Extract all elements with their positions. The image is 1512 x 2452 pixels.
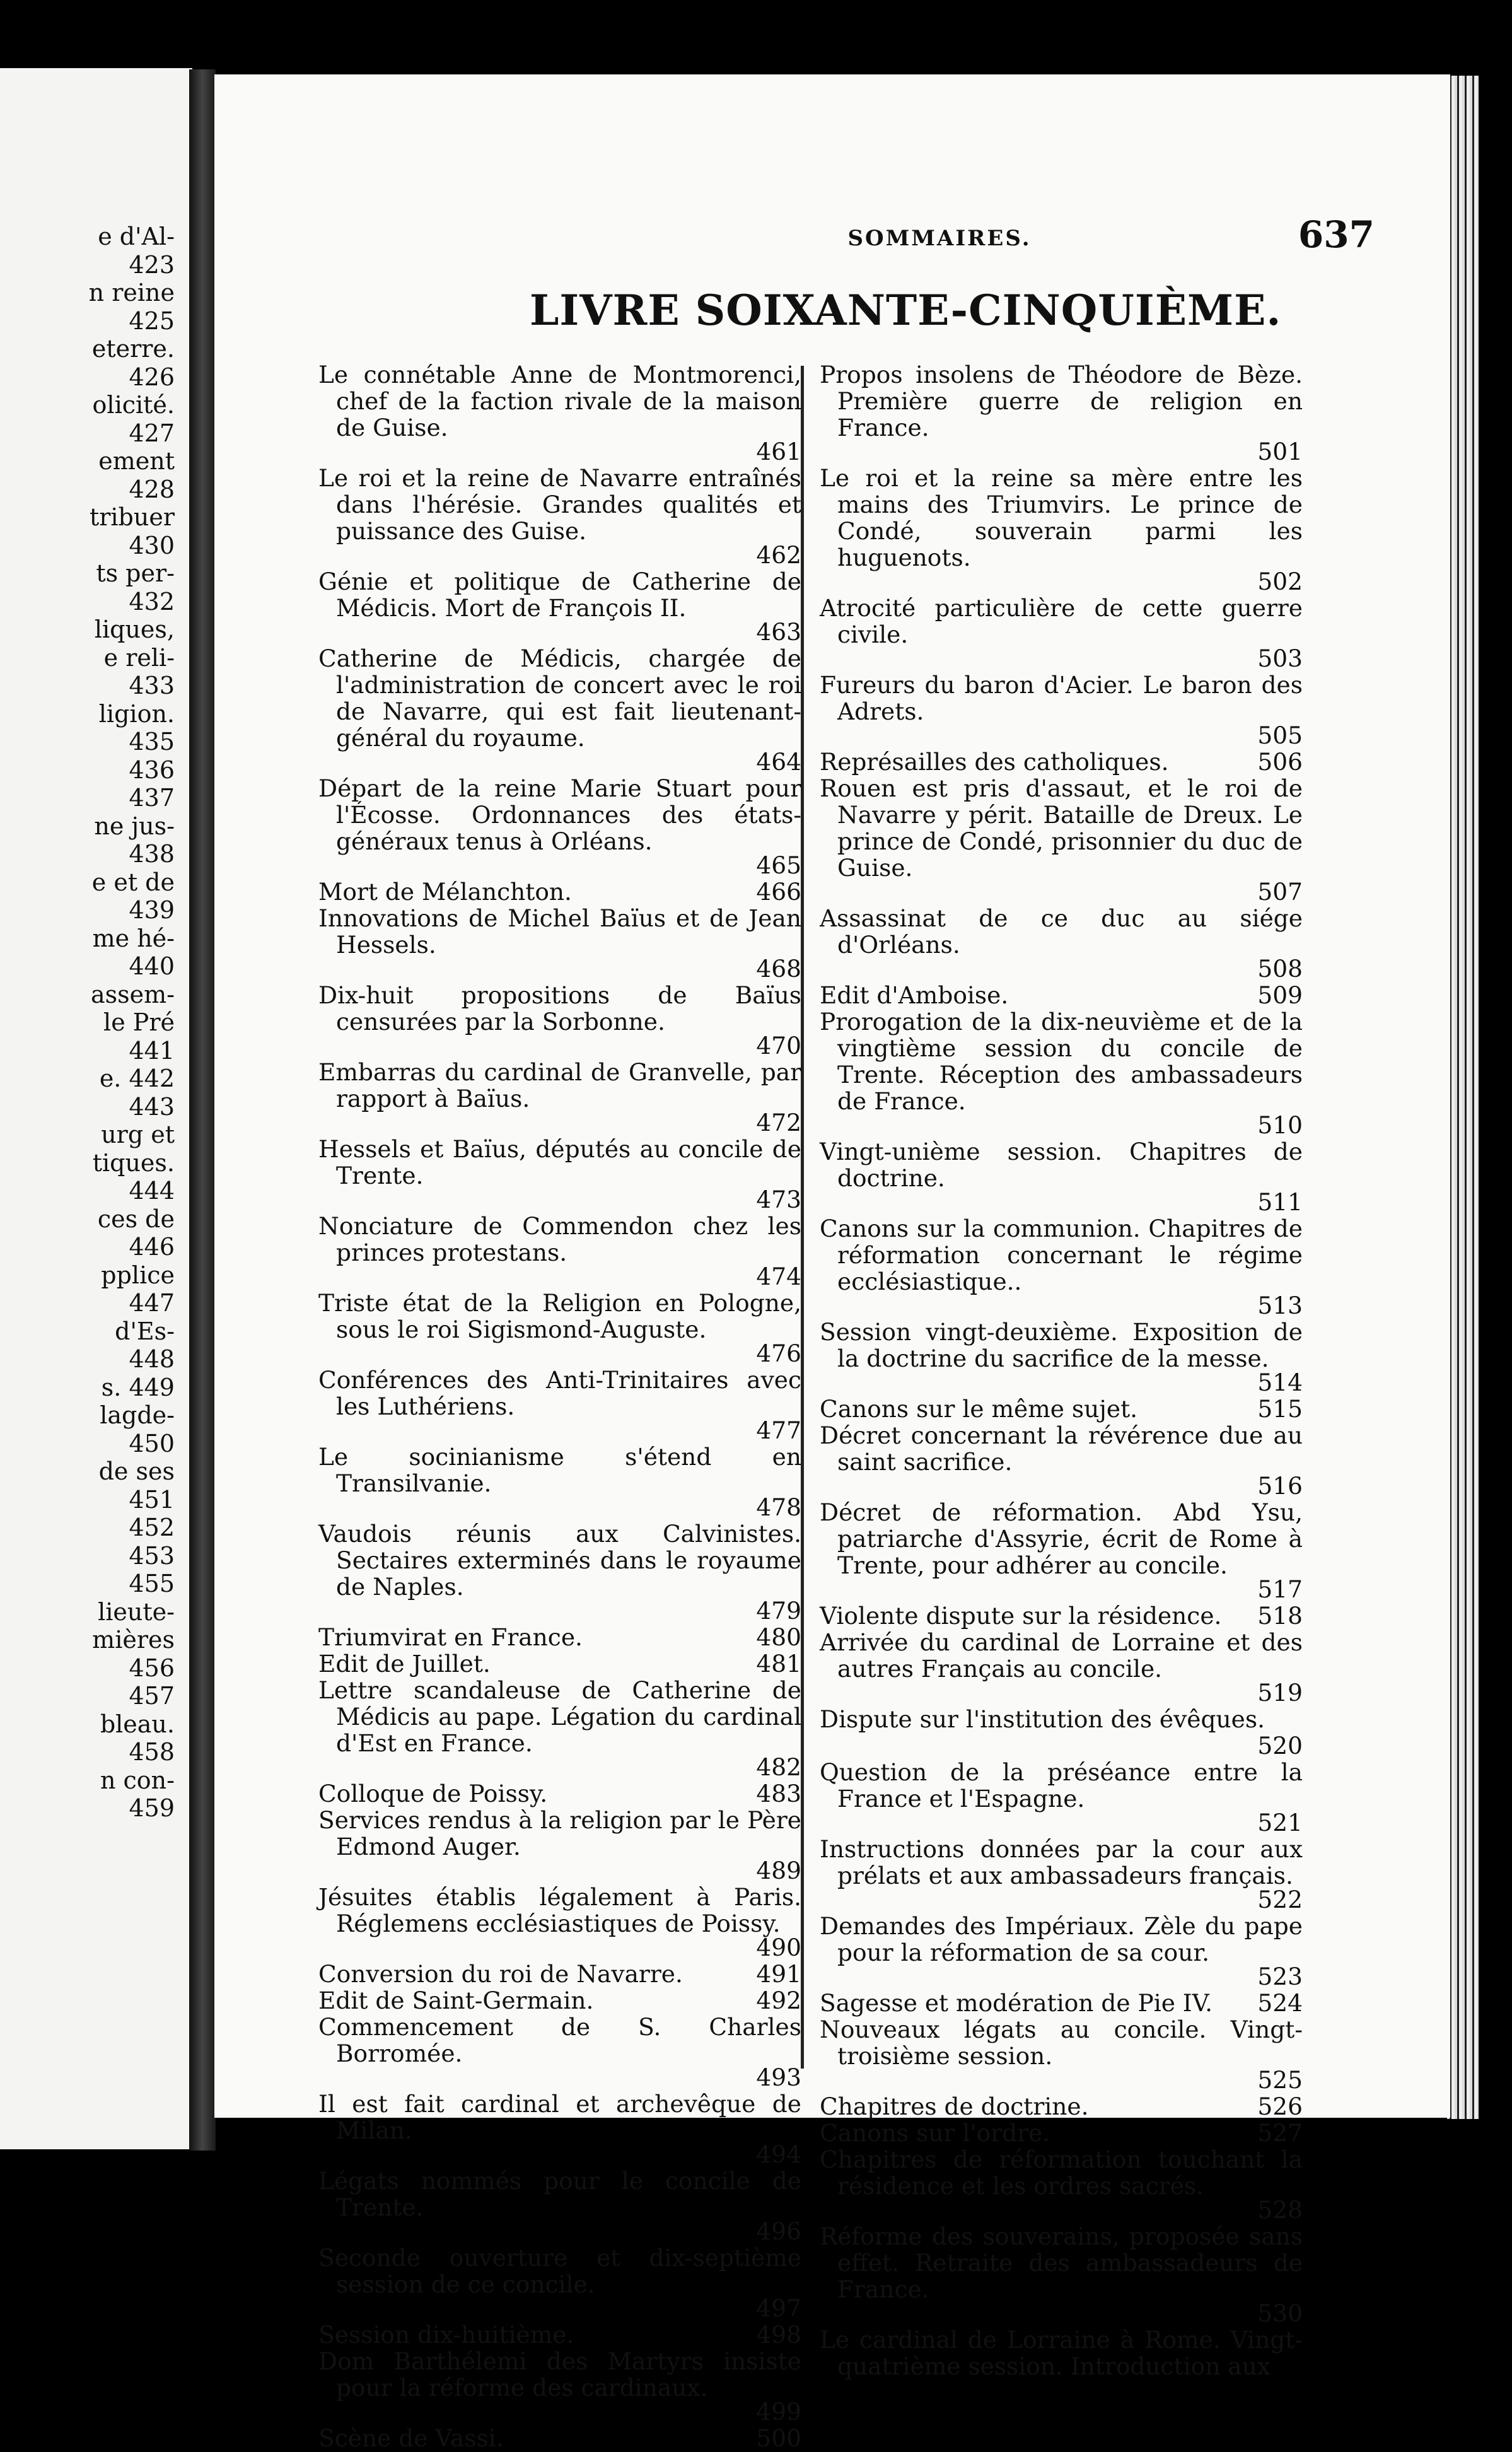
book-title: LIVRE SOIXANTE-CINQUIÈME. [530,286,1282,335]
facing-page-line: ligion. [98,699,175,728]
facing-page-line: assem- [90,980,175,1008]
summary-entry-page: 523 [1257,1963,1303,1990]
summary-entry-page: 508 [1257,955,1303,983]
summary-entry-text: Embarras du cardinal de Granvelle, par rapport à Baïus. [318,1058,801,1112]
summary-entry-page: 482 [756,1753,801,1781]
summary-entry-page: 499 [756,2398,801,2426]
summary-entry-text: Réforme des souverains, proposée sans effet. Retraite des ambassadeurs de France. [820,2222,1303,2303]
summary-entry-page: 515 [1257,1395,1303,1423]
summary-entry-page: 481 [756,1650,801,1678]
facing-page-line: tribuer [89,503,175,531]
facing-page-line: 439 [129,896,175,924]
facing-page-fragment [0,68,192,2149]
summary-entry [820,1215,1305,1319]
summary-entry-page: 479 [756,1597,801,1625]
summary-entry-text: Assassinat de ce duc au siége d'Orléans. [820,904,1303,959]
facing-page-line: 427 [129,419,175,447]
summary-entry [318,1961,804,1987]
summary-entry-page: 524 [1257,1989,1303,2017]
summary-entry-text: Edit de Juillet. [318,1650,491,1678]
summary-entry-text: Hessels et Baïus, députés au concile de Trente. [318,1135,801,1189]
summary-entry-text: Vingt-unième session. Chapitres de doctrine. [820,1138,1303,1192]
summary-entry [318,1521,804,1624]
summary-entry [820,2093,1305,2120]
summary-entry [318,1624,804,1650]
summary-entry-text: Le cardinal de Lorraine à Rome. Vingt-quatrième session. Introduction aux [820,2326,1303,2380]
summary-entry [820,1396,1305,1422]
summary-entry [820,2223,1305,2326]
summary-entry-page: 463 [756,618,801,646]
facing-page-line: ces de [97,1205,175,1233]
facing-page-line: s. 449 [101,1373,175,1401]
summary-entry-page: 526 [1257,2093,1303,2120]
summary-entry-page: 472 [756,1109,801,1136]
summary-entry-page: 511 [1257,1188,1303,1216]
summary-entry-page: 507 [1257,878,1303,906]
summary-entry-text: Propos insolens de Théodore de Bèze. Première guerre de religion en France. [820,361,1303,441]
summary-entry [318,1444,804,1521]
summary-entry [318,2348,804,2425]
summary-entry-text: Le connétable Anne de Montmorenci, chef de la faction rivale de la maison de Guise. [318,361,801,441]
summary-entry-page: 514 [1257,1369,1303,1396]
summary-entry-text: Conversion du roi de Navarre. [318,1960,683,1988]
summary-entry-page: 497 [756,2294,801,2322]
facing-page-line: 451 [129,1485,175,1514]
summary-entry-page: 493 [756,2064,801,2091]
facing-page-line: 459 [129,1794,175,1822]
summary-entry-page: 489 [756,1857,801,1884]
facing-page-line: 455 [129,1570,175,1597]
summary-entry-text: Le socinianisme s'étend en Transilvanie. [318,1443,801,1497]
summary-entry [318,879,804,905]
summary-entry-page: 513 [1257,1292,1303,1319]
summary-entry-text: Instructions données par la cour aux prélats et aux ambassadeurs français. [820,1835,1303,1889]
summary-entry [820,1422,1305,1499]
summary-entry-page: 502 [1257,568,1303,595]
facing-page-line: 453 [129,1541,175,1570]
summary-entry [318,1987,804,2014]
summary-entry-text: Commencement de S. Charles Borromée. [318,2013,801,2067]
summary-entry-text: Mort de Mélanchton. [318,878,572,906]
facing-page-line: 441 [129,1036,175,1065]
summary-entry-text: Fureurs du baron d'Acier. Le baron des Adrets. [820,671,1303,725]
summary-entry [820,2146,1305,2223]
summary-entry [318,1367,804,1444]
summary-entry-text: Décret concernant la révérence due au saint sacrifice. [820,1422,1303,1476]
summary-entry-page: 498 [756,2321,801,2349]
facing-page-line: e et de [91,868,175,896]
summary-entry-page: 505 [1257,721,1303,749]
summary-entry [318,775,804,879]
facing-page-line: n con- [100,1766,175,1794]
summary-entry-text: Canons sur l'ordre. [820,2119,1050,2147]
facing-page-line: 436 [129,756,175,784]
facing-page-line: ement [98,447,175,475]
summary-entry-text: Départ de la reine Marie Stuart pour l'Écosse. Ordonnances des états-généraux tenus à Orléans. [318,774,801,855]
facing-page-line: 448 [129,1345,175,1373]
summary-entry [318,2321,804,2348]
summary-entry-page: 462 [756,541,801,569]
summary-entry-text: Colloque de Poissy. [318,1780,548,1807]
summary-entry-page: 492 [756,1987,801,2014]
summary-entry [318,1884,804,1961]
summary-entry-page: 521 [1257,1809,1303,1836]
summary-entry-text: Conférences des Anti-Trinitaires avec les Luthériens. [318,1366,801,1420]
summary-entry-page: 506 [1257,748,1303,776]
summary-entry [820,2120,1305,2146]
facing-page-line: eterre. [91,335,175,363]
summary-entry-page: 464 [756,748,801,776]
summary-entry-page: 503 [1257,645,1303,672]
summary-entry-page: 476 [756,1340,801,1367]
summary-entry-page: 522 [1257,1886,1303,1913]
summary-entry-text: Canons sur la communion. Chapitres de réformation concernant le régime ecclésiastique.. [820,1215,1303,1295]
summary-entry [820,1836,1305,1913]
facing-page-line: 447 [129,1289,175,1317]
summary-entry-text: Il est fait cardinal et archevêque de Milan. [318,2090,801,2144]
summary-entry [820,595,1305,672]
facing-page-line: 430 [129,531,175,559]
summary-entry-text: Génie et politique de Catherine de Médicis. Mort de François II. [318,568,801,622]
summary-entry [820,749,1305,775]
facing-page-text [4,223,175,1823]
summary-entry-text: Rouen est pris d'assaut, et le roi de Navarre y périt. Bataille de Dreux. Le prince de Condé, prisonnier du duc de Guise. [820,774,1303,882]
summary-entry-text: Session vingt-deuxième. Exposition de la doctrine du sacrifice de la messe. [820,1318,1303,1372]
summary-entry-page: 473 [756,1186,801,1213]
summary-entry-text: Représailles des catholiques. [820,748,1169,776]
facing-page-line: 446 [129,1233,175,1261]
summary-entry [820,905,1305,982]
facing-page-line: de ses [98,1457,175,1485]
summary-entry [820,1706,1305,1759]
summary-entry [820,1008,1305,1138]
facing-page-line: lagde- [100,1401,175,1429]
summary-entry-page: 510 [1257,1111,1303,1139]
summary-entry-text: Le roi et la reine sa mère entre les mains des Triumvirs. Le prince de Condé, souverain parmi les huguenots. [820,464,1303,571]
summary-entry-text: Le roi et la reine de Navarre entraînés dans l'hérésie. Grandes qualités et puissance des Guise. [318,464,801,545]
summary-entry [820,465,1305,595]
facing-page-line: 426 [129,363,175,391]
facing-page-line: pplice [101,1261,175,1289]
facing-page-line: 425 [129,306,175,335]
summary-entry-page: 528 [1257,2196,1303,2224]
summary-entry [820,775,1305,905]
facing-page-line: 437 [129,784,175,812]
facing-page-line: 452 [129,1514,175,1541]
summary-entry-text: Edit d'Amboise. [820,981,1009,1009]
facing-page-line: 450 [129,1429,175,1457]
facing-page-line: 443 [129,1092,175,1121]
summary-entry-page: 490 [756,1934,801,1961]
summary-entry-page: 461 [756,438,801,465]
summary-entry-page: 466 [756,878,801,906]
summary-entry-text: Sagesse et modération de Pie IV. [820,1989,1213,2017]
summary-entry [820,1603,1305,1629]
summary-entry-text: Nonciature de Commendon chez les princes protestans. [318,1212,801,1266]
summary-entry-text: Dix-huit propositions de Baïus censurées par la Sorbonne. [318,981,801,1036]
summary-entry-text: Canons sur le même sujet. [820,1395,1138,1423]
facing-page-line: tiques. [92,1148,175,1177]
facing-page-line: e reli- [103,643,175,672]
summary-entry [820,2016,1305,2093]
summary-entry [820,1759,1305,1836]
summary-entry [318,568,804,645]
summary-entry-text: Demandes des Impériaux. Zèle du pape pour la réformation de sa cour. [820,1912,1303,1966]
summary-entry-page: 468 [756,955,801,983]
summary-column-left [318,361,804,2451]
facing-page-line: 428 [129,475,175,503]
summary-entry [820,1990,1305,2016]
summary-entry [318,2014,804,2091]
summary-entry-text: Chapitres de réformation touchant la résidence et les ordres sacrés. [820,2146,1303,2200]
summary-column-right [820,361,1305,2379]
facing-page-line: 444 [129,1177,175,1205]
summary-entry-page: 478 [756,1493,801,1521]
summary-entry [820,1499,1305,1603]
summary-entry [820,982,1305,1008]
summary-entry-page: 516 [1257,1472,1303,1500]
facing-page-line: le Pré [103,1008,175,1036]
summary-entry-page: 477 [756,1416,801,1444]
facing-page-line: bleau. [100,1710,175,1738]
summary-entry-text: Atrocité particulière de cette guerre civile. [820,594,1303,648]
facing-page-line: liques, [94,616,175,643]
summary-entry [318,361,804,465]
summary-entry-text: Catherine de Médicis, chargée de l'administration de concert avec le roi de Navarre, qui est fait lieutenant-général du royaume. [318,645,801,752]
summary-entry [318,1780,804,1807]
facing-page-line: d'Es- [115,1317,175,1345]
summary-entry-text: Question de la préséance entre la France et l'Espagne. [820,1758,1303,1813]
summary-entry-text: Session dix-huitième. [318,2321,574,2349]
summary-entry-text: Arrivée du cardinal de Lorraine et des autres Français au concile. [820,1628,1303,1683]
summary-entry-page: 480 [756,1623,801,1651]
summary-entry-text: Dispute sur l'institution des évêques. [820,1705,1265,1733]
summary-entry-text: Edit de Saint-Germain. [318,1987,594,2014]
summary-entry-text: Triumvirat en France. [318,1623,583,1651]
page-edge [1447,76,1479,2119]
summary-entry-page: 483 [756,1780,801,1807]
summary-entry-page: 520 [1257,1732,1303,1760]
facing-page-line: 433 [129,672,175,699]
page [214,74,1450,2452]
summary-entry [820,2326,1305,2379]
facing-page-line: mières [92,1626,175,1654]
summary-entry-text: Innovations de Michel Baïus et de Jean Hessels. [318,904,801,959]
summary-entry-text: Services rendus à la religion par le Père Edmond Auger. [318,1806,801,1860]
summary-entry [318,2168,804,2245]
summary-entry-page: 474 [756,1263,801,1290]
facing-page-line: 432 [129,587,175,616]
summary-entry-text: Jésuites établis légalement à Paris. Réglemens ecclésiastiques de Poissy. [318,1883,801,1937]
summary-entry [318,1290,804,1367]
summary-entry-page: 465 [756,851,801,879]
facing-page-line: n reine [88,279,175,306]
summary-entry-text: Scène de Vassi. [318,2424,504,2452]
facing-page-line: 456 [129,1654,175,1682]
facing-page-line: 457 [129,1682,175,1710]
summary-entry [820,1629,1305,1706]
summary-entry [820,1913,1305,1990]
facing-page-line: olicité. [92,391,175,419]
summary-entry [318,982,804,1059]
facing-page-line: 435 [129,728,175,756]
facing-page-line: lieute- [98,1597,175,1626]
summary-entry [820,1138,1305,1215]
facing-page-line: me hé- [92,924,175,952]
summary-entry-page: 500 [756,2424,801,2452]
facing-page-line: e. 442 [99,1065,175,1092]
summary-entry-text: Violente dispute sur la résidence. [820,1602,1222,1630]
facing-page-line: ts per- [96,559,175,587]
facing-page-line: 423 [129,250,175,279]
summary-entry [318,1807,804,1884]
facing-page-line: 440 [129,952,175,980]
facing-page-line: urg et [101,1121,175,1148]
summary-entry-text: Dom Barthélemi des Martyrs insiste pour la réforme des cardinaux. [318,2347,801,2402]
summary-entry-page: 530 [1257,2299,1303,2327]
summary-entry [318,1059,804,1136]
summary-entry-text: Nouveaux légats au concile. Vingt-troisième session. [820,2016,1303,2070]
summary-entry-page: 509 [1257,981,1303,1009]
summary-entry [318,2425,804,2451]
summary-entry-text: Chapitres de doctrine. [820,2093,1089,2120]
summary-entry-text: Lettre scandaleuse de Catherine de Médicis au pape. Légation du cardinal d'Est en France. [318,1676,801,1757]
summary-entry [820,361,1305,465]
summary-entry-text: Décret de réformation. Abd Ysu, patriarche d'Assyrie, écrit de Rome à Trente, pour adhérer au concile. [820,1498,1303,1579]
summary-entry [318,1213,804,1290]
summary-entry [318,645,804,775]
summary-entry-page: 517 [1257,1575,1303,1603]
summary-entry [318,1650,804,1677]
summary-entry-page: 527 [1257,2119,1303,2147]
facing-page-line: e d'Al- [98,223,175,250]
summary-entry-page: 491 [756,1960,801,1988]
summary-entry [318,1136,804,1213]
summary-entry-page: 525 [1257,2066,1303,2094]
summary-entry-text: Vaudois réunis aux Calvinistes. Sectaires exterminés dans le royaume de Naples. [318,1520,801,1601]
facing-page-line: ne jus- [94,812,175,840]
summary-entry-text: Triste état de la Religion en Pologne, sous le roi Sigismond-Auguste. [318,1289,801,1343]
summary-entry [318,905,804,982]
summary-entry [318,465,804,568]
running-head: SOMMAIRES. [847,226,1032,251]
book-gutter [189,69,216,2151]
summary-entry-page: 496 [756,2217,801,2245]
page-number: 637 [1298,213,1375,256]
summary-entry-page: 519 [1257,1679,1303,1707]
facing-page-line: 458 [129,1738,175,1766]
summary-entry-page: 518 [1257,1602,1303,1630]
summary-entry-text: Légats nommés pour le concile de Trente. [318,2167,801,2221]
summary-entry [318,2091,804,2168]
summary-entry-text: Prorogation de la dix-neuvième et de la vingtième session du concile de Trente. Réception des ambassadeurs de France. [820,1008,1303,1115]
summary-entry-page: 501 [1257,438,1303,465]
summary-entry [318,2245,804,2321]
summary-entry-page: 470 [756,1032,801,1060]
summary-entry [820,1319,1305,1396]
summary-entry-text: Seconde ouverture et dix-septième session de ce concile. [318,2244,801,2298]
summary-entry-page: 494 [756,2140,801,2168]
summary-entry [318,1677,804,1780]
summary-entry [820,672,1305,749]
facing-page-line: 438 [129,840,175,868]
